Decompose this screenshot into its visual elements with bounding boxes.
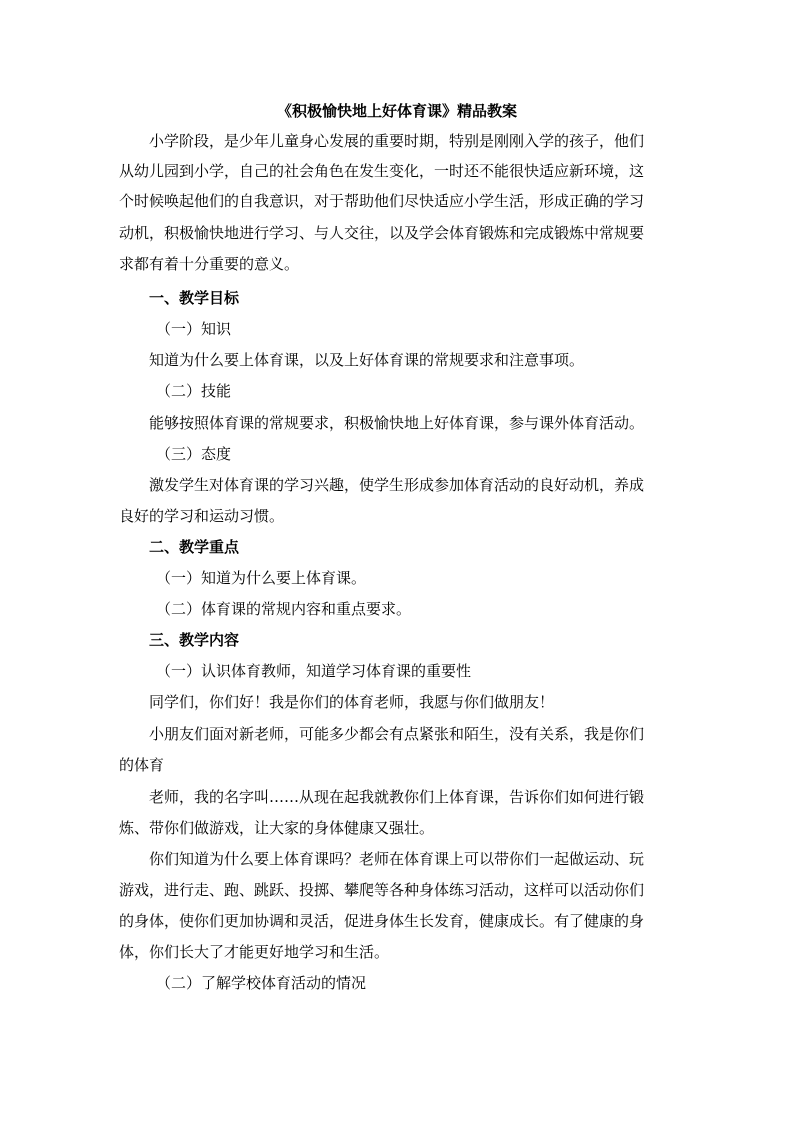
subheading-skill: （二）技能 <box>156 382 232 400</box>
intro-line-4: 动机，积极愉快地进行学习、与人交往，以及学会体育锻炼和完成锻炼中常规要 <box>119 224 645 242</box>
paragraph-3-line-1: 你们知道为什么要上体育课吗？老师在体育课上可以带你们一起做运动、玩 <box>149 850 645 868</box>
paragraph-1-line-2: 的体育 <box>119 756 165 774</box>
section-heading-objectives: 一、教学目标 <box>149 289 240 307</box>
section-heading-content: 三、教学内容 <box>149 631 240 649</box>
paragraph-3-line-4: 体，你们长大了才能更好地学习和生活。 <box>119 943 390 961</box>
paragraph-2-line-1: 老师，我的名字叫……从现在起我就教你们上体育课，告诉你们如何进行锻 <box>149 788 645 806</box>
paragraph-1-line-1: 小朋友们面对新老师，可能多少都会有点紧张和陌生，没有关系，我是你们 <box>149 725 645 743</box>
paragraph-3-line-2: 游戏，进行走、跑、跳跃、投掷、攀爬等各种身体练习活动，这样可以活动你们 <box>119 881 645 899</box>
subheading-attitude: （三）态度 <box>156 445 232 463</box>
section-heading-key-points: 二、教学重点 <box>149 538 240 556</box>
intro-line-5: 求都有着十分重要的意义。 <box>119 255 300 273</box>
paragraph-3-line-3: 的身体，使你们更加协调和灵活，促进身体生长发育，健康成长。有了健康的身 <box>119 912 645 930</box>
paragraph-skill: 能够按照体育课的常规要求，积极愉快地上好体育课，参与课外体育活动。 <box>149 414 645 432</box>
paragraph-attitude-line-2: 良好的学习和运动习惯。 <box>119 507 285 525</box>
paragraph-knowledge: 知道为什么要上体育课，以及上好体育课的常规要求和注意事项。 <box>149 351 585 369</box>
subheading-knowledge: （一）知识 <box>156 320 232 338</box>
paragraph-greeting: 同学们，你们好！我是你们的体育老师，我愿与你们做朋友！ <box>149 693 555 711</box>
paragraph-2-line-2: 炼、带你们做游戏，让大家的身体健康又强壮。 <box>119 819 435 837</box>
paragraph-attitude-line-1: 激发学生对体育课的学习兴趣，使学生形成参加体育活动的良好动机，养成 <box>149 476 645 494</box>
intro-line-3: 个时候唤起他们的自我意识，对于帮助他们尽快适应小学生活，形成正确的学习 <box>119 192 645 210</box>
intro-line-1: 小学阶段，是少年儿童身心发展的重要时期，特别是刚刚入学的孩子，他们 <box>149 132 645 150</box>
content-subheading-1: （一）认识体育教师，知道学习体育课的重要性 <box>156 662 472 680</box>
document-title: 《积极愉快地上好体育课》精品教案 <box>276 102 517 120</box>
intro-line-2: 从幼儿园到小学，自己的社会角色在发生变化，一时还不能很快适应新环境，这 <box>119 162 645 180</box>
key-point-1: （一）知道为什么要上体育课。 <box>156 569 367 587</box>
content-subheading-2: （二）了解学校体育活动的情况 <box>156 974 367 992</box>
key-point-2: （二）体育课的常规内容和重点要求。 <box>156 600 412 618</box>
